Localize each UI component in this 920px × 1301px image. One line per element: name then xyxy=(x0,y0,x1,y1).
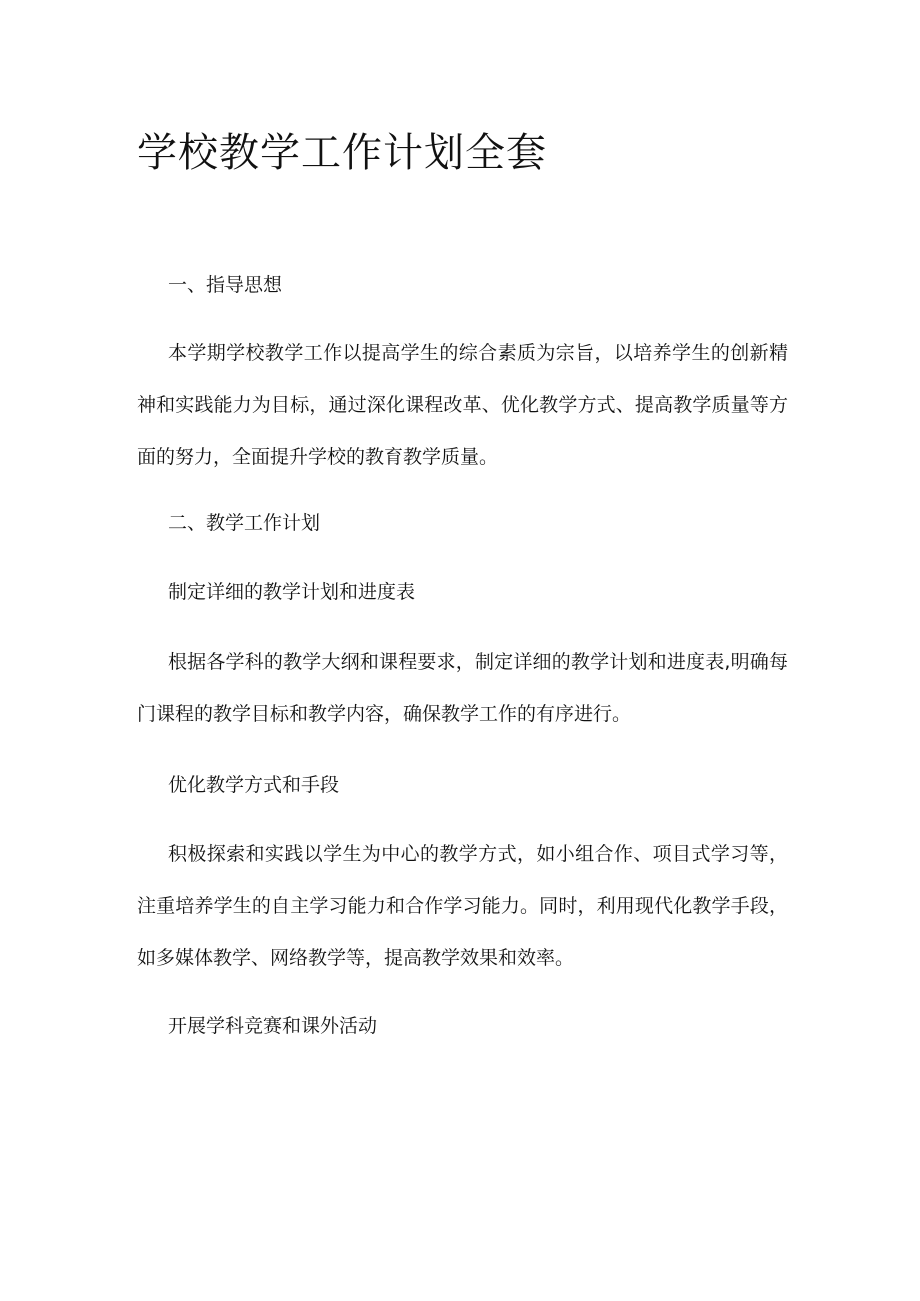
section-heading-plan: 二、教学工作计划 xyxy=(168,512,321,534)
subheading-plan-1: 制定详细的教学计划和进度表 xyxy=(168,581,416,603)
document-title: 学校教学工作计划全套 xyxy=(137,130,547,176)
subheading-plan-3: 开展学科竞赛和课外活动 xyxy=(168,1015,378,1037)
paragraph-plan-1: 根据各学科的教学大纲和课程要求，制定详细的教学计划和进度表,明确每门课程的教学目标和教学内容，确保教学工作的有序进行。 xyxy=(137,651,788,725)
section-heading-guiding: 一、指导思想 xyxy=(168,274,283,296)
subheading-plan-2: 优化教学方式和手段 xyxy=(168,774,340,796)
paragraph-plan-2: 积极探索和实践以学生为中心的教学方式，如小组合作、项目式学习等，注重培养学生的自主学习能力和合作学习能力。同时，利用现代化教学手段，如多媒体教学、网络教学等，提高教学效果和效率。 xyxy=(137,843,788,969)
paragraph-guiding: 本学期学校教学工作以提高学生的综合素质为宗旨，以培养学生的创新精神和实践能力为目标，通过深化课程改革、优化教学方式、提高教学质量等方面的努力，全面提升学校的教育教学质量。 xyxy=(137,342,788,468)
